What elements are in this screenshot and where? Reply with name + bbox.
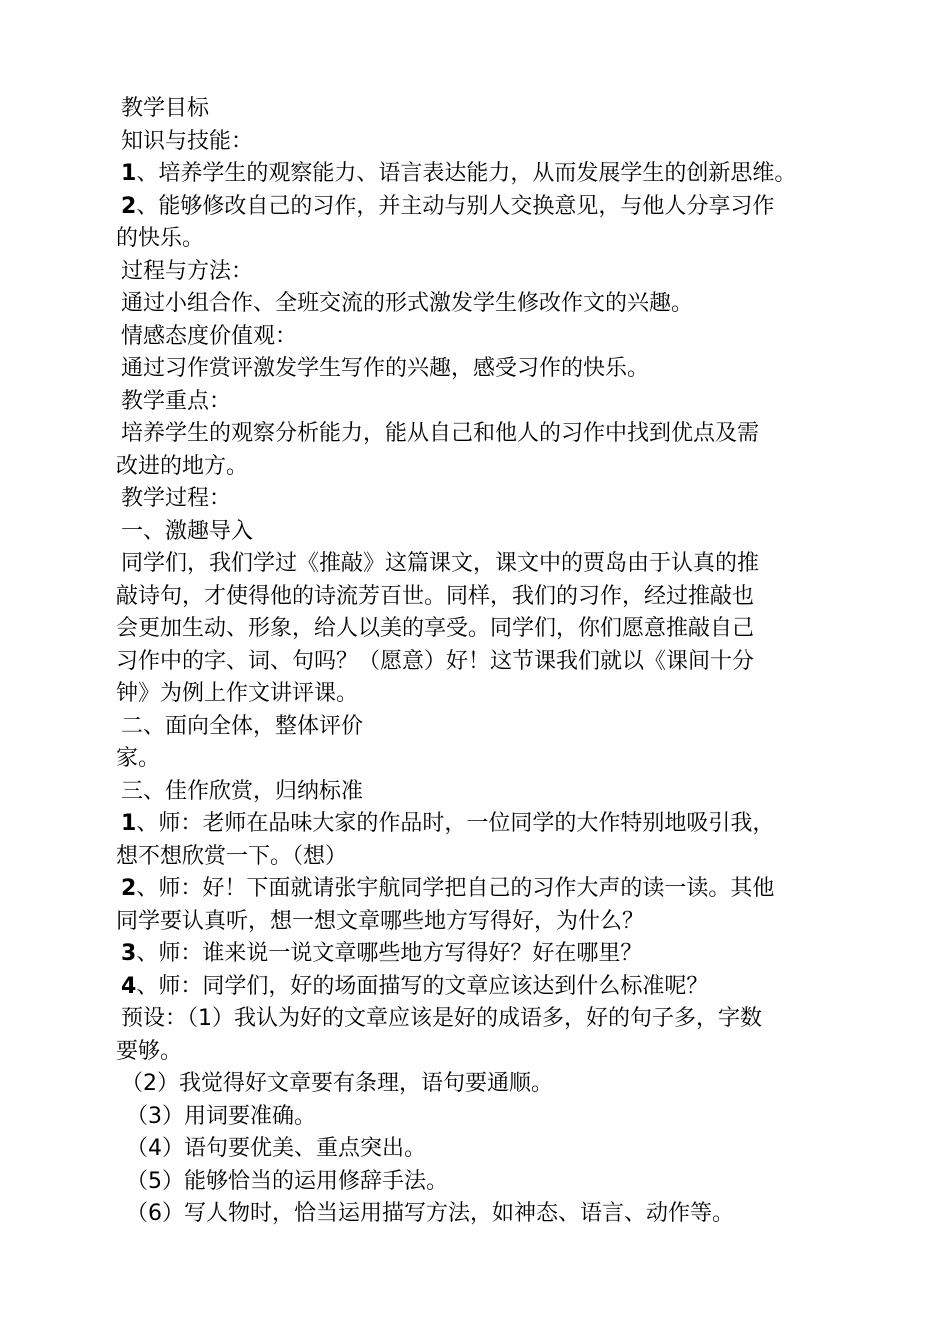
text-line <box>116 938 846 971</box>
line-text: 培养学生的观察分析能力，能从自己和他人的习作中找到优点及需 <box>121 421 760 446</box>
line-text: （6）写人物时，恰当运用描写方法，如神态、语言、动作等。 <box>126 1201 734 1226</box>
text-line <box>116 483 846 516</box>
text-line <box>116 353 846 386</box>
line-text: 家。 <box>116 746 161 771</box>
text-line <box>116 516 846 549</box>
text-line <box>116 808 846 841</box>
line-text: 通过小组合作、全班交流的形式激发学生修改作文的兴趣。 <box>121 291 694 316</box>
item-number: 4 <box>121 973 137 999</box>
text-line <box>116 158 846 191</box>
line-text: 、师：好！下面就请张宇航同学把自己的习作大声的读一读。其他 <box>136 876 775 901</box>
line-text: 情感态度价值观： <box>121 323 298 349</box>
text-line <box>116 1133 846 1166</box>
line-text: 预设：（1）我认为好的文章应该是好的成语多，好的句子多，字数 <box>121 1006 762 1031</box>
text-line <box>116 841 846 874</box>
line-text: 敲诗句，才使得他的诗流芳百世。同样，我们的习作，经过推敲也 <box>116 583 755 609</box>
text-line <box>116 288 846 321</box>
text-line <box>116 906 846 939</box>
text-line <box>116 613 846 646</box>
text-line <box>116 223 846 256</box>
line-text: 通过习作赏评激发学生写作的兴趣，感受习作的快乐。 <box>121 356 650 381</box>
line-text: 、能够修改自己的习作，并主动与别人交换意见，与他人分享习作 <box>136 193 775 219</box>
line-text: 、师：同学们，好的场面描写的文章应该达到什么标准呢？ <box>136 973 709 999</box>
line-text: 、师：谁来说一说文章哪些地方写得好？好在哪里？ <box>136 941 643 966</box>
line-text: 习作中的字、词、句吗？（愿意）好！这节课我们就以《课间十分 <box>116 648 755 674</box>
line-text: 知识与技能： <box>121 128 254 154</box>
text-line <box>116 256 846 289</box>
line-text: 会更加生动、形象，给人以美的享受。同学们，你们愿意推敲自己 <box>116 616 755 641</box>
text-line <box>116 711 846 744</box>
text-line <box>116 386 846 419</box>
line-text: 二、面向全体，整体评价 <box>121 713 364 739</box>
text-line <box>116 1166 846 1199</box>
text-line <box>116 678 846 711</box>
line-text: 一、激趣导入 <box>121 518 254 544</box>
text-line <box>116 776 846 809</box>
line-text: 要够。 <box>116 1038 183 1064</box>
line-text: （4）语句要优美、重点突出。 <box>126 1136 426 1161</box>
text-line <box>116 126 846 159</box>
line-text: （3）用词要准确。 <box>126 1103 316 1129</box>
line-text: 教学重点： <box>121 388 232 414</box>
text-line <box>116 646 846 679</box>
text-line <box>116 451 846 484</box>
text-line <box>116 1068 846 1101</box>
text-line <box>116 581 846 614</box>
item-number: 3 <box>121 941 137 966</box>
item-number: 1 <box>121 161 137 186</box>
line-text: 教学过程： <box>121 486 232 511</box>
text-line <box>116 321 846 354</box>
text-line <box>116 93 846 126</box>
text-line <box>116 548 846 581</box>
line-text: 、培养学生的观察能力、语言表达能力，从而发展学生的创新思维。 <box>136 161 797 186</box>
line-text: 钟》为例上作文讲评课。 <box>116 681 359 706</box>
text-line <box>116 743 846 776</box>
text-line <box>116 1198 846 1231</box>
line-text: 的快乐。 <box>116 226 205 251</box>
line-text: 同学们，我们学过《推敲》这篇课文，课文中的贾岛由于认真的推 <box>121 551 760 576</box>
text-line <box>116 191 846 224</box>
line-text: （2）我觉得好文章要有条理，语句要通顺。 <box>121 1071 553 1096</box>
item-number: 2 <box>121 193 137 219</box>
item-number: 1 <box>121 811 137 836</box>
document-body <box>116 93 846 1231</box>
line-text: 想不想欣赏一下。（想） <box>116 843 348 869</box>
text-line <box>116 418 846 451</box>
line-text: 、师：老师在品味大家的作品时，一位同学的大作特别地吸引我， <box>136 811 775 836</box>
text-line <box>116 873 846 906</box>
text-line <box>116 1101 846 1134</box>
line-text: 同学要认真听，想一想文章哪些地方写得好，为什么？ <box>116 908 645 934</box>
line-text: 过程与方法： <box>121 258 254 284</box>
text-line <box>116 1036 846 1069</box>
line-text: 改进的地方。 <box>116 453 249 479</box>
item-number: 2 <box>121 876 137 901</box>
text-line <box>116 971 846 1004</box>
line-text: 教学目标 <box>121 96 210 121</box>
line-text: 三、佳作欣赏，归纳标准 <box>121 778 364 804</box>
text-line <box>116 1003 846 1036</box>
line-text: （5）能够恰当的运用修辞手法。 <box>126 1168 448 1194</box>
